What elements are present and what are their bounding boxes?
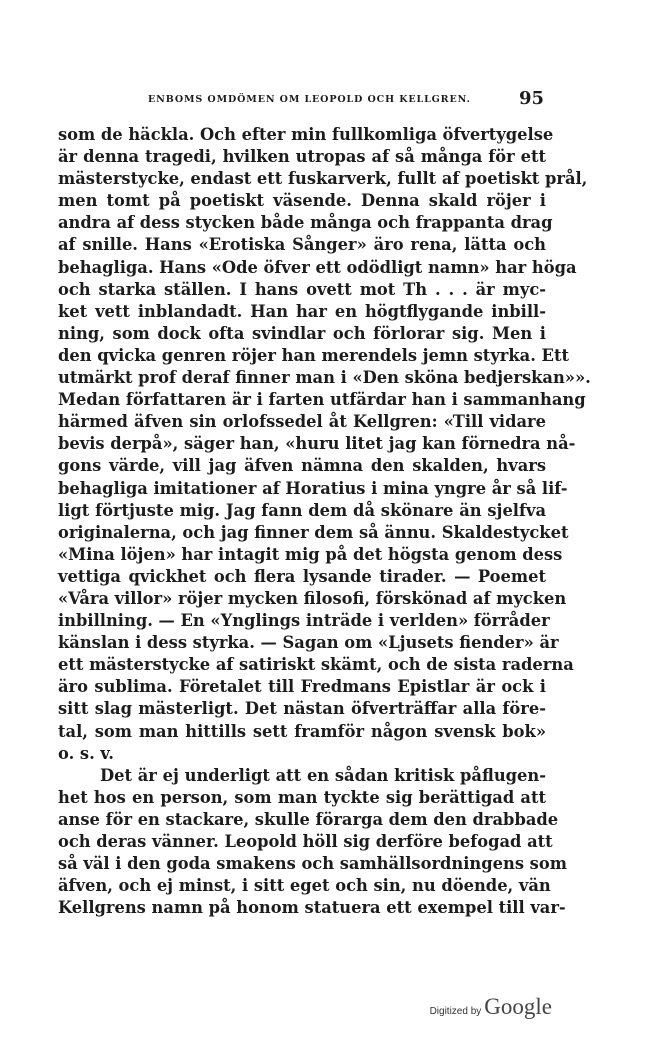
page-number: 95 (518, 88, 544, 109)
text-line: och starka ställen. I hans ovett mot Th . . . är myc- (58, 279, 546, 299)
text-line: mästerstycke, endast ett fuskarverk, fullt af poetiskt prål, (58, 169, 588, 189)
text-line: är denna tragedi, hvilken utropas af så många för ett (58, 147, 546, 167)
text-line: känslan i dess styrka. — Sagan om «Ljusets fiender» är (58, 633, 559, 653)
text-line: ligt förtjuste mig. Jag fann dem då skönare än sjelfva (58, 500, 546, 520)
text-line: bevis derpå», säger han, «huru litet jag kan förnedra nå- (58, 434, 576, 454)
text-line: ett mästerstycke af satiriskt skämt, och de sista raderna (58, 655, 574, 675)
text-line: och deras vänner. Leopold höll sig derföre befogad att (58, 832, 553, 851)
text-line: utmärkt prof deraf finner man i «Den sköna bedjerskan»». (58, 368, 591, 388)
text-line: andra af dess stycken både många och frappanta drag (58, 213, 553, 233)
text-line: Det är ej underligt att en sådan kritisk påflugen- (100, 765, 546, 785)
text-line: anse för en stackare, skulle förarga dem den drabbade (58, 809, 559, 829)
text-line: het hos en person, som man tyckte sig berättigad att (58, 787, 546, 807)
text-line: äfven, och ej minst, i sitt eget och sin, nu döende, vän (58, 876, 551, 896)
text-line: ket vett inblandadt. Han har en högtflygande inbill- (58, 301, 546, 321)
text-line: behagliga imitationer af Horatius i mina yngre år så lif- (58, 478, 568, 498)
text-line: tal, som man hittills sett framför någon svensk bok» (58, 721, 546, 741)
text-line: «Våra villor» röjer mycken filosofi, förskönad af mycken (58, 588, 567, 608)
text-line: den qvicka genren röjer han merendels jemn styrka. Ett (58, 345, 569, 365)
text-line: af snille. Hans «Erotiska Sånger» äro rena, lätta och (58, 235, 546, 255)
body-text (58, 124, 591, 919)
text-line: som de häckla. Och efter min fullkomliga öfvertygelse (58, 125, 554, 144)
digitized-by-google-watermark (430, 994, 552, 1020)
digitized-by-label: Digitized by (429, 1006, 482, 1017)
text-line: o. s. v. (58, 743, 114, 763)
text-line: men tomt på poetiskt väsende. Denna skald röjer i (58, 191, 546, 211)
text-line: Medan författaren är i farten utfärdar han i sammanhang (58, 390, 586, 410)
text-line: gons värde, vill jag äfven nämna den skalden, hvars (58, 456, 546, 476)
text-line: så väl i den goda smakens och samhällsordningens som (58, 854, 567, 874)
google-logo: Google (484, 994, 552, 1019)
text-line: Kellgrens namn på honom statuera ett exempel till var- (58, 898, 566, 918)
running-head: ENBOMS OMDÖMEN OM LEOPOLD OCH KELLGREN. (148, 94, 471, 105)
text-line: «Mina löjen» har intagit mig på det högsta genom dess (58, 544, 563, 564)
text-line: behagliga. Hans «Ode öfver ett odödligt namn» har höga (58, 257, 577, 277)
text-line: sitt slag mästerligt. Det nästan öfverträffar alla före- (58, 699, 546, 719)
text-line: äro sublima. Företalet till Fredmans Epistlar är ock i (58, 677, 546, 697)
text-line: vettiga qvickhet och flera lysande tirader. — Poemet (58, 566, 546, 586)
page-header (60, 88, 544, 114)
text-line: härmed äfven sin orlofssedel åt Kellgren: «Till vidare (58, 412, 546, 432)
text-line: originalerna, och jag finner dem så ännu. Skaldestycket (58, 522, 569, 542)
text-line: inbillning. — En «Ynglings inträde i verlden» förråder (58, 611, 550, 631)
text-line: ning, som dock ofta svindlar och förlorar sig. Men i (58, 323, 546, 343)
